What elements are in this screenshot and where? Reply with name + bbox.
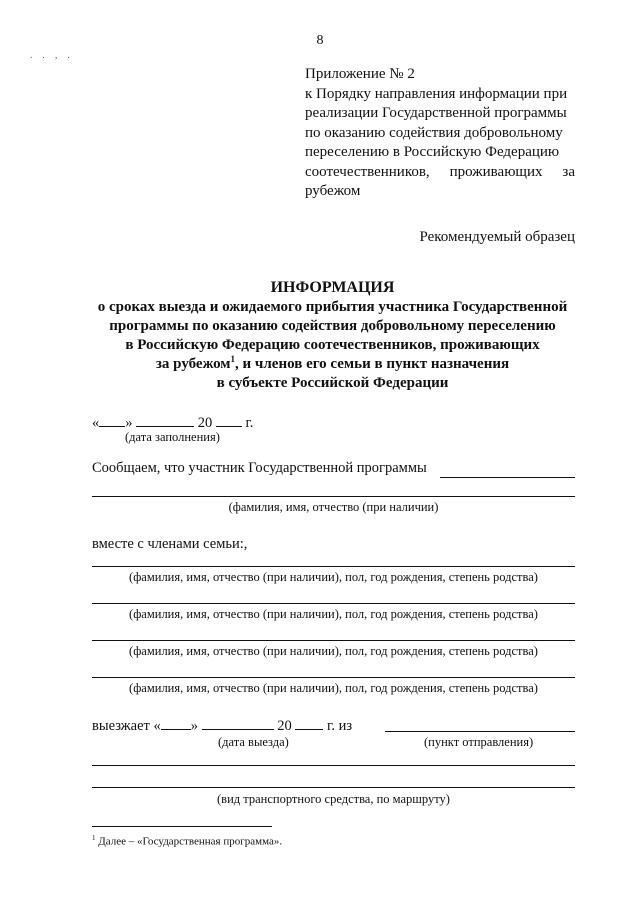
family-caption-3: (фамилия, имя, отчество (при наличии), пол, год рождения, степень родства)	[129, 644, 538, 658]
footnote-ref: 1	[230, 354, 236, 364]
date-day-field[interactable]	[99, 412, 125, 427]
participant-name-field[interactable]	[92, 496, 575, 497]
page-number: 8	[316, 33, 324, 48]
scan-specks: . . , .	[30, 50, 74, 60]
heading-line-4b: , и членов его семьи в пункт назначения	[235, 356, 510, 372]
footnote-text: Далее – «Государственная программа».	[98, 835, 283, 848]
heading-line-4a: за рубежом	[155, 356, 231, 372]
departure-day-field[interactable]	[161, 715, 191, 730]
date-open-quote: «	[92, 415, 100, 431]
family-member-field-3[interactable]	[92, 640, 575, 641]
departure-month-field[interactable]	[202, 715, 274, 730]
departure-year-suffix: г. из	[327, 718, 353, 734]
family-caption-4: (фамилия, имя, отчество (при наличии), пол, год рождения, степень родства)	[129, 681, 538, 695]
transport-field-2[interactable]	[92, 787, 575, 788]
appendix-line-1: к Порядку направления информации при	[305, 85, 568, 102]
date-year-suffix: г.	[245, 415, 254, 431]
departure-point-field[interactable]	[385, 731, 575, 732]
heading-line-5: в субъекте Российской Федерации	[216, 375, 449, 391]
heading-line-3: в Российскую Федерацию соотечественников, проживающих	[125, 337, 540, 353]
transport-field-1[interactable]	[92, 765, 575, 766]
footnote	[92, 834, 282, 848]
date-month-field[interactable]	[136, 412, 194, 427]
date-year-prefix: 20	[197, 415, 213, 431]
participant-text: Сообщаем, что участник Государственной программы	[92, 460, 427, 476]
departure-prefix: выезжает «	[92, 718, 161, 734]
appendix-block	[305, 65, 575, 202]
participant-caption: (фамилия, имя, отчество (при наличии)	[228, 500, 439, 514]
appendix-line-6: рубежом	[305, 183, 361, 199]
family-member-field-2[interactable]	[92, 603, 575, 604]
date-close-quote: »	[125, 415, 133, 431]
family-caption-2: (фамилия, имя, отчество (при наличии), пол, год рождения, степень родства)	[129, 607, 538, 621]
footnote-separator	[92, 826, 272, 827]
appendix-title: Приложение № 2	[305, 66, 415, 82]
participant-field-end[interactable]	[440, 477, 575, 478]
heading-line-1: о сроках выезда и ожидаемого прибытия участника Государственной	[97, 299, 568, 315]
family-member-field-4[interactable]	[92, 677, 575, 678]
transport-caption: (вид транспортного средства, по маршруту)	[217, 792, 450, 806]
appendix-line-2: реализации Государственной программы	[305, 105, 567, 121]
date-year-field[interactable]	[216, 412, 242, 427]
heading-line-2: программы по оказанию содействия добровольному переселению	[109, 318, 556, 334]
family-caption-1: (фамилия, имя, отчество (при наличии), пол, год рождения, степень родства)	[129, 570, 538, 584]
footnote-mark: 1	[92, 834, 96, 842]
appendix-word-2: проживающих	[449, 163, 543, 180]
appendix-word-1: соотечественников,	[305, 163, 430, 180]
appendix-line-3: по оказанию содействия добровольному	[305, 124, 563, 141]
heading-title: ИНФОРМАЦИЯ	[270, 279, 395, 296]
departure-date-caption: (дата выезда)	[218, 735, 289, 749]
family-label: вместе с членами семьи:,	[92, 536, 248, 552]
family-member-field-1[interactable]	[92, 566, 575, 567]
departure-row	[92, 715, 352, 735]
departure-year-field[interactable]	[295, 715, 323, 730]
departure-close-quote: »	[190, 718, 199, 734]
appendix-word-3: за	[562, 163, 575, 180]
departure-year-prefix: 20	[277, 718, 292, 734]
departure-point-caption: (пункт отправления)	[424, 735, 534, 749]
appendix-line-4: переселению в Российскую Федерацию	[305, 144, 560, 160]
heading-line-4	[90, 355, 575, 374]
date-fill-row	[92, 412, 253, 432]
sample-label: Рекомендуемый образец	[419, 229, 575, 245]
appendix-line-5	[305, 163, 575, 183]
document-heading	[90, 278, 575, 393]
date-fill-caption: (дата заполнения)	[125, 430, 220, 444]
